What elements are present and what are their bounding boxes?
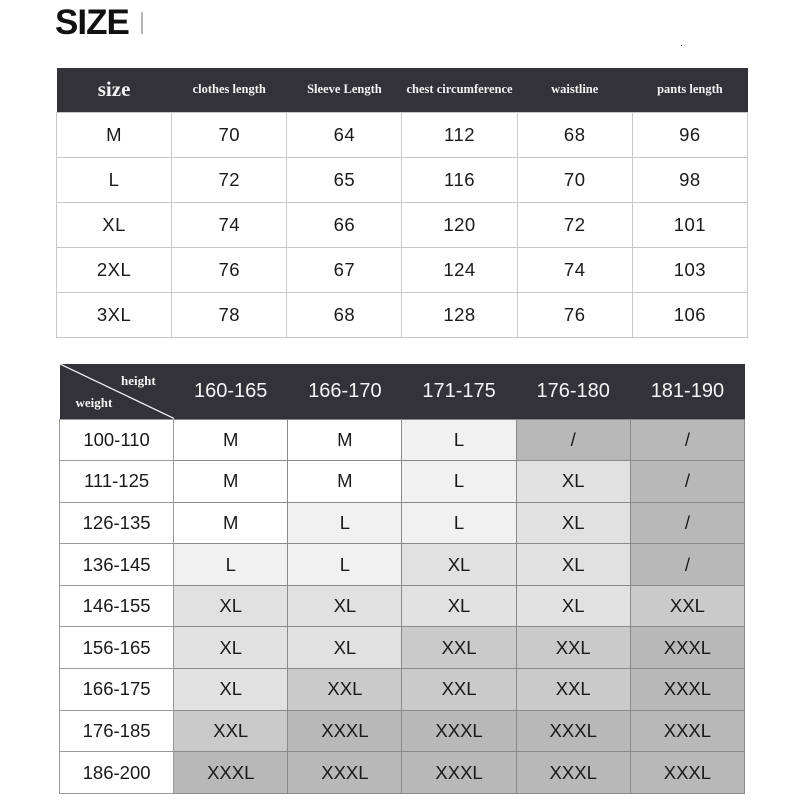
weight-range-cell: 166-175 xyxy=(60,669,174,711)
measurement-cell: 103 xyxy=(632,247,747,292)
height-range-header: 171-175 xyxy=(402,364,516,419)
weight-axis-label: weight xyxy=(75,394,113,410)
height-range-header: 181-190 xyxy=(630,364,744,419)
measurement-header-row xyxy=(57,68,748,112)
measurement-cell: 72 xyxy=(172,157,287,202)
recommended-size-cell: XXL xyxy=(516,669,630,711)
recommended-size-cell: XL xyxy=(402,544,516,586)
measurement-cell: 74 xyxy=(517,247,632,292)
header-size: size xyxy=(57,68,172,112)
measurement-row xyxy=(57,292,748,337)
recommended-size-cell: XXXL xyxy=(288,752,402,794)
recommended-size-cell: M xyxy=(174,502,288,544)
size-label-cell: L xyxy=(57,157,172,202)
recommended-size-cell: XXL xyxy=(288,669,402,711)
measurement-cell: 72 xyxy=(517,202,632,247)
header-sleeve-length: Sleeve Length xyxy=(287,68,402,112)
size-title: SIZE xyxy=(55,2,129,42)
weight-range-cell: 186-200 xyxy=(60,752,174,794)
recommended-size-cell: XXXL xyxy=(516,752,630,794)
recommended-size-cell: L xyxy=(288,544,402,586)
weight-range-cell: 111-125 xyxy=(60,461,174,503)
recommended-size-cell: XXXL xyxy=(288,710,402,752)
corner-header xyxy=(60,364,174,419)
recommended-size-cell: XXXL xyxy=(174,752,288,794)
page-title xyxy=(55,2,143,42)
recommended-size-cell: XXXL xyxy=(402,752,516,794)
recommended-size-cell: L xyxy=(402,502,516,544)
recommendation-row xyxy=(60,502,745,544)
measurement-row xyxy=(57,157,748,202)
weight-range-cell: 100-110 xyxy=(60,419,174,461)
recommended-size-cell: XXXL xyxy=(630,752,744,794)
measurement-cell: 98 xyxy=(632,157,747,202)
measurement-row xyxy=(57,247,748,292)
weight-range-cell: 176-185 xyxy=(60,710,174,752)
measurement-cell: 101 xyxy=(632,202,747,247)
weight-range-cell: 156-165 xyxy=(60,627,174,669)
recommended-size-cell: L xyxy=(174,544,288,586)
size-recommendation-table xyxy=(59,364,745,794)
recommended-size-cell: M xyxy=(288,461,402,503)
measurement-row xyxy=(57,202,748,247)
measurement-cell: 116 xyxy=(402,157,517,202)
recommendation-row xyxy=(60,752,745,794)
recommended-size-cell: XL xyxy=(516,461,630,503)
measurement-cell: 67 xyxy=(287,247,402,292)
recommended-size-cell: XXXL xyxy=(630,627,744,669)
measurement-cell: 70 xyxy=(517,157,632,202)
recommended-size-cell: XL xyxy=(516,544,630,586)
recommended-size-cell: XL xyxy=(288,585,402,627)
header-chest-circumference: chest circumference xyxy=(402,68,517,112)
recommended-size-cell: / xyxy=(630,419,744,461)
measurement-cell: 68 xyxy=(287,292,402,337)
measurement-cell: 65 xyxy=(287,157,402,202)
recommended-size-cell: XXL xyxy=(402,669,516,711)
recommended-size-cell: L xyxy=(402,419,516,461)
stray-dot xyxy=(681,45,682,46)
recommended-size-cell: / xyxy=(630,544,744,586)
recommended-size-cell: XL xyxy=(288,627,402,669)
recommended-size-cell: XXL xyxy=(174,710,288,752)
header-pants-length: pants length xyxy=(632,68,747,112)
recommendation-row xyxy=(60,669,745,711)
recommended-size-cell: XL xyxy=(174,669,288,711)
size-label-cell: 2XL xyxy=(57,247,172,292)
recommended-size-cell: / xyxy=(516,419,630,461)
weight-range-cell: 126-135 xyxy=(60,502,174,544)
measurement-cell: 124 xyxy=(402,247,517,292)
weight-range-cell: 136-145 xyxy=(60,544,174,586)
title-divider xyxy=(141,12,143,34)
measurement-table xyxy=(56,68,748,338)
measurement-cell: 76 xyxy=(517,292,632,337)
measurement-row xyxy=(57,112,748,157)
recommended-size-cell: M xyxy=(174,461,288,503)
height-range-header: 176-180 xyxy=(516,364,630,419)
recommended-size-cell: XXXL xyxy=(516,710,630,752)
measurement-cell: 96 xyxy=(632,112,747,157)
measurement-cell: 112 xyxy=(402,112,517,157)
recommendation-row xyxy=(60,544,745,586)
recommended-size-cell: L xyxy=(288,502,402,544)
recommended-size-cell: XXL xyxy=(630,585,744,627)
recommended-size-cell: L xyxy=(402,461,516,503)
size-label-cell: 3XL xyxy=(57,292,172,337)
measurement-cell: 70 xyxy=(172,112,287,157)
measurement-cell: 66 xyxy=(287,202,402,247)
recommendation-row xyxy=(60,710,745,752)
recommended-size-cell: / xyxy=(630,502,744,544)
recommended-size-cell: XXL xyxy=(402,627,516,669)
measurement-cell: 120 xyxy=(402,202,517,247)
size-label-cell: M xyxy=(57,112,172,157)
recommended-size-cell: M xyxy=(288,419,402,461)
measurement-cell: 106 xyxy=(632,292,747,337)
recommended-size-cell: / xyxy=(630,461,744,503)
header-waistline: waistline xyxy=(517,68,632,112)
recommended-size-cell: XXXL xyxy=(630,710,744,752)
measurement-cell: 68 xyxy=(517,112,632,157)
recommendation-row xyxy=(60,585,745,627)
recommended-size-cell: XXXL xyxy=(630,669,744,711)
height-range-header: 166-170 xyxy=(288,364,402,419)
measurement-cell: 64 xyxy=(287,112,402,157)
height-axis-label: height xyxy=(120,373,156,388)
measurement-cell: 128 xyxy=(402,292,517,337)
measurement-cell: 76 xyxy=(172,247,287,292)
measurement-cell: 78 xyxy=(172,292,287,337)
recommended-size-cell: XXL xyxy=(516,627,630,669)
recommended-size-cell: M xyxy=(174,419,288,461)
recommended-size-cell: XL xyxy=(516,502,630,544)
recommendation-row xyxy=(60,627,745,669)
recommended-size-cell: XL xyxy=(174,585,288,627)
height-range-header: 160-165 xyxy=(174,364,288,419)
recommendation-row xyxy=(60,461,745,503)
recommendation-header-row xyxy=(60,364,745,419)
header-clothes-length: clothes length xyxy=(172,68,287,112)
recommended-size-cell: XXXL xyxy=(402,710,516,752)
measurement-cell: 74 xyxy=(172,202,287,247)
recommended-size-cell: XL xyxy=(174,627,288,669)
size-label-cell: XL xyxy=(57,202,172,247)
weight-range-cell: 146-155 xyxy=(60,585,174,627)
recommendation-row xyxy=(60,419,745,461)
recommended-size-cell: XL xyxy=(516,585,630,627)
recommended-size-cell: XL xyxy=(402,585,516,627)
